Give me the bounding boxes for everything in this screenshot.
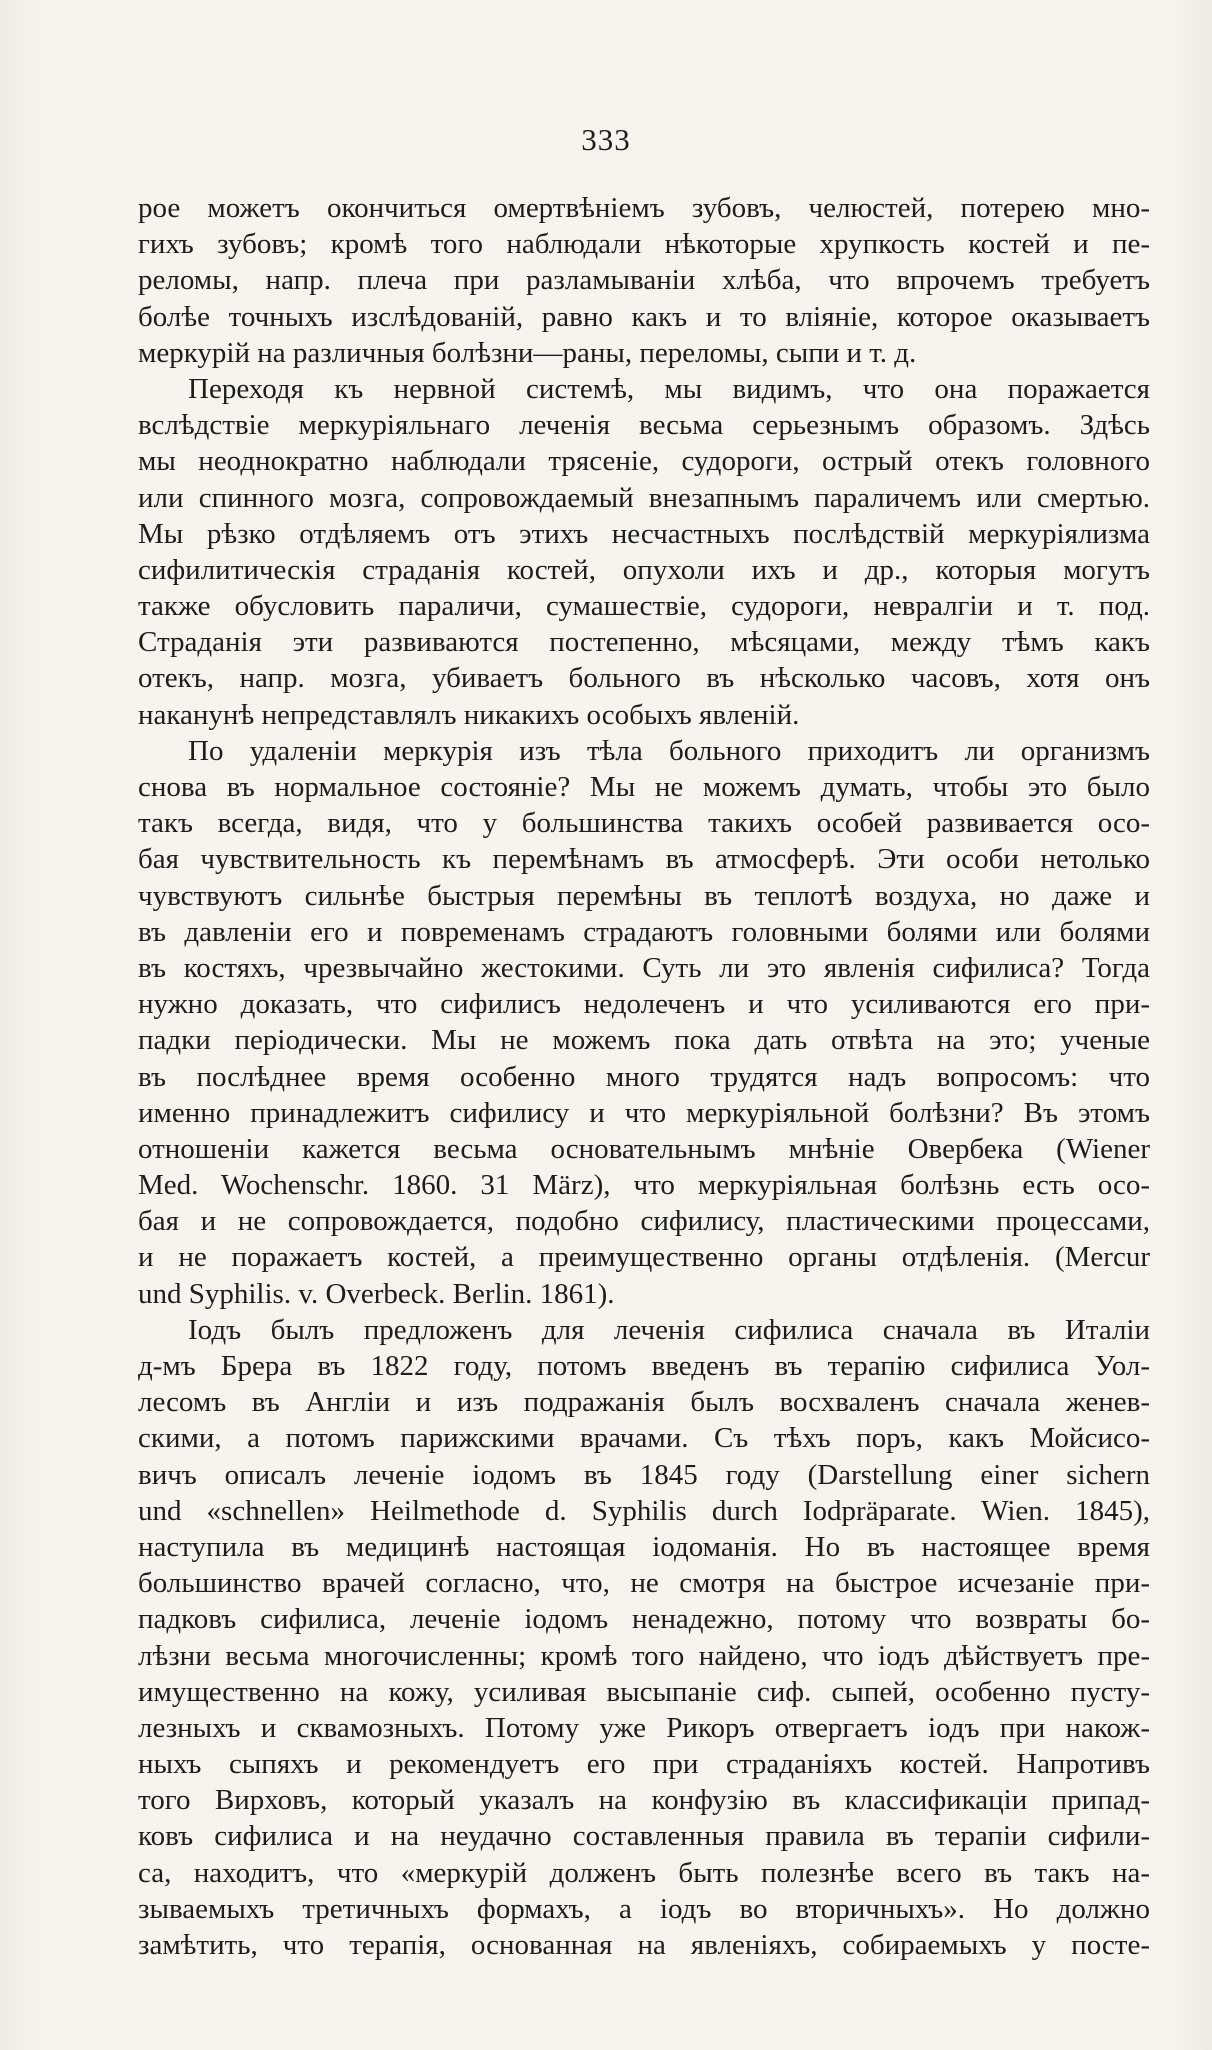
text-line: именно принадлежитъ сифилису и что меркуріяльной болѣзни? Въ этомъ: [138, 1096, 1150, 1129]
text-line: имущественно на кожу, усиливая высыпаніе сиф. сыпей, особенно пусту-: [138, 1675, 1150, 1708]
text-line: und Syphilis. v. Overbeck. Berlin. 1861).: [138, 1277, 615, 1310]
text-line: болѣе точныхъ изслѣдованій, равно какъ и то вліяніе, которое оказываетъ: [138, 300, 1150, 333]
text-line: отношеніи кажется весьма основательнымъ мнѣніе Овербека (Wiener: [138, 1132, 1150, 1165]
text-line: въ давленіи его и повременамъ страдаютъ головными болями или болями: [138, 915, 1150, 948]
text-line: снова въ нормальное состояніе? Мы не можемъ думать, чтобы это было: [138, 771, 1150, 803]
text-line: Страданія эти развиваются постепенно, мѣсяцами, между тѣмъ какъ: [138, 626, 1150, 659]
text-line: Переходя къ нервной системѣ, мы видимъ, что она поражается: [188, 372, 1150, 405]
text-line: По удаленіи меркурія изъ тѣла больного приходитъ ли организмъ: [188, 734, 1150, 767]
body-text: [138, 190, 1150, 1963]
text-line: д-мъ Брера въ 1822 году, потомъ введенъ въ терапію сифилиса Уол-: [138, 1350, 1150, 1382]
text-line: вичъ описалъ леченіе іодомъ въ 1845 году (Darstellung einer sichern: [138, 1458, 1150, 1491]
text-line: замѣтить, что терапія, основанная на явленіяхъ, собираемыхъ у посте-: [138, 1929, 1150, 1961]
text-line: Мы рѣзко отдѣляемъ отъ этихъ несчастныхъ послѣдствій меркуріялизма: [138, 517, 1150, 550]
text-line: такъ всегда, видя, что у большинства такихъ особей развивается осо-: [138, 807, 1150, 840]
text-line: въ костяхъ, чрезвычайно жестокими. Суть ли это явленія сифилиса? Тогда: [138, 951, 1150, 984]
text-line: вслѣдствіе меркуріяльнаго леченія весьма серьезнымъ образомъ. Здѣсь: [138, 409, 1150, 442]
text-line: падки періодически. Мы не можемъ пока дать отвѣта на это; ученые: [138, 1024, 1150, 1057]
text-line: сифилитическія страданія костей, опухоли ихъ и др., которыя могутъ: [138, 553, 1150, 586]
text-line: большинство врачей согласно, что, не смотря на быстрое исчезаніе при-: [138, 1567, 1150, 1600]
text-line: Med. Wochenschr. 1860. 31 März), что меркуріяльная болѣзнь есть осо-: [138, 1169, 1150, 1202]
text-line: также обусловить параличи, сумашествіе, судороги, невралгіи и т. под.: [138, 590, 1150, 623]
text-line: падковъ сифилиса, леченіе іодомъ ненадежно, потому что возвраты бо-: [138, 1603, 1150, 1636]
text-line: ныхъ сыпяхъ и рекомендуетъ его при страданіяхъ костей. Напротивъ: [138, 1748, 1150, 1781]
text-line: рое можетъ окончиться омертвѣніемъ зубовъ, челюстей, потерею мно-: [138, 192, 1150, 224]
text-line: наступила въ медицинѣ настоящая іодоманія. Но въ настоящее время: [138, 1530, 1150, 1563]
text-line: Іодъ былъ предложенъ для леченія сифилиса сначала въ Италіи: [188, 1313, 1150, 1346]
text-line: мы неоднократно наблюдали трясеніе, судороги, острый отекъ головного: [138, 445, 1150, 478]
text-line: und «schnellen» Heilmethode d. Syphilis durch Iodpräparate. Wien. 1845),: [138, 1494, 1150, 1527]
text-line: ковъ сифилиса и на неудачно составленныя правила въ терапіи сифили-: [138, 1820, 1150, 1853]
text-line: въ послѣднее время особенно много трудятся надъ вопросомъ: что: [138, 1060, 1150, 1093]
text-line: или спинного мозга, сопровождаемый внезапнымъ параличемъ или смертью.: [138, 481, 1150, 514]
text-line: лесомъ въ Англіи и изъ подражанія былъ восхваленъ сначала женев-: [138, 1386, 1150, 1419]
text-line: реломы, напр. плеча при разламываніи хлѣба, что впрочемъ требуетъ: [138, 264, 1150, 297]
text-line: бая и не сопровождается, подобно сифилису, пластическими процессами,: [138, 1205, 1150, 1238]
text-line: зываемыхъ третичныхъ формахъ, а іодъ во вторичныхъ». Но должно: [138, 1892, 1150, 1925]
text-line: и не поражаетъ костей, а преимущественно органы отдѣленія. (Mercur: [138, 1241, 1150, 1274]
text-line: скими, а потомъ парижскими врачами. Съ тѣхъ поръ, какъ Мойсисо-: [138, 1422, 1150, 1455]
page-number: 333: [581, 122, 631, 157]
text-line: гихъ зубовъ; кромѣ того наблюдали нѣкоторые хрупкость костей и пе-: [138, 228, 1150, 261]
text-line: чувствуютъ сильнѣе быстрыя перемѣны въ теплотѣ воздуха, но даже и: [138, 879, 1150, 912]
text-line: лѣзни весьма многочисленны; кромѣ того найдено, что іодъ дѣйствуетъ пре-: [138, 1639, 1150, 1672]
text-line: отекъ, напр. мозга, убиваетъ больного въ нѣсколько часовъ, хотя онъ: [138, 662, 1150, 695]
text-line: меркурій на различныя болѣзни—раны, переломы, сыпи и т. д.: [138, 336, 917, 369]
text-line: наканунѣ непредставлялъ никакихъ особыхъ явленій.: [138, 698, 800, 731]
text-line: нужно доказать, что сифилисъ недолеченъ и что усиливаются его при-: [138, 988, 1150, 1021]
text-line: лезныхъ и сквамозныхъ. Потому уже Рикоръ отвергаетъ іодъ при накож-: [138, 1711, 1150, 1744]
text-line: са, находитъ, что «меркурій долженъ быть полезнѣе всего въ такъ на-: [138, 1856, 1150, 1889]
text-line: бая чувствительность къ перемѣнамъ въ атмосферѣ. Эти особи нетолько: [138, 843, 1150, 876]
text-line: того Вирховъ, который указалъ на конфузію въ классификаціи припад-: [138, 1784, 1150, 1817]
